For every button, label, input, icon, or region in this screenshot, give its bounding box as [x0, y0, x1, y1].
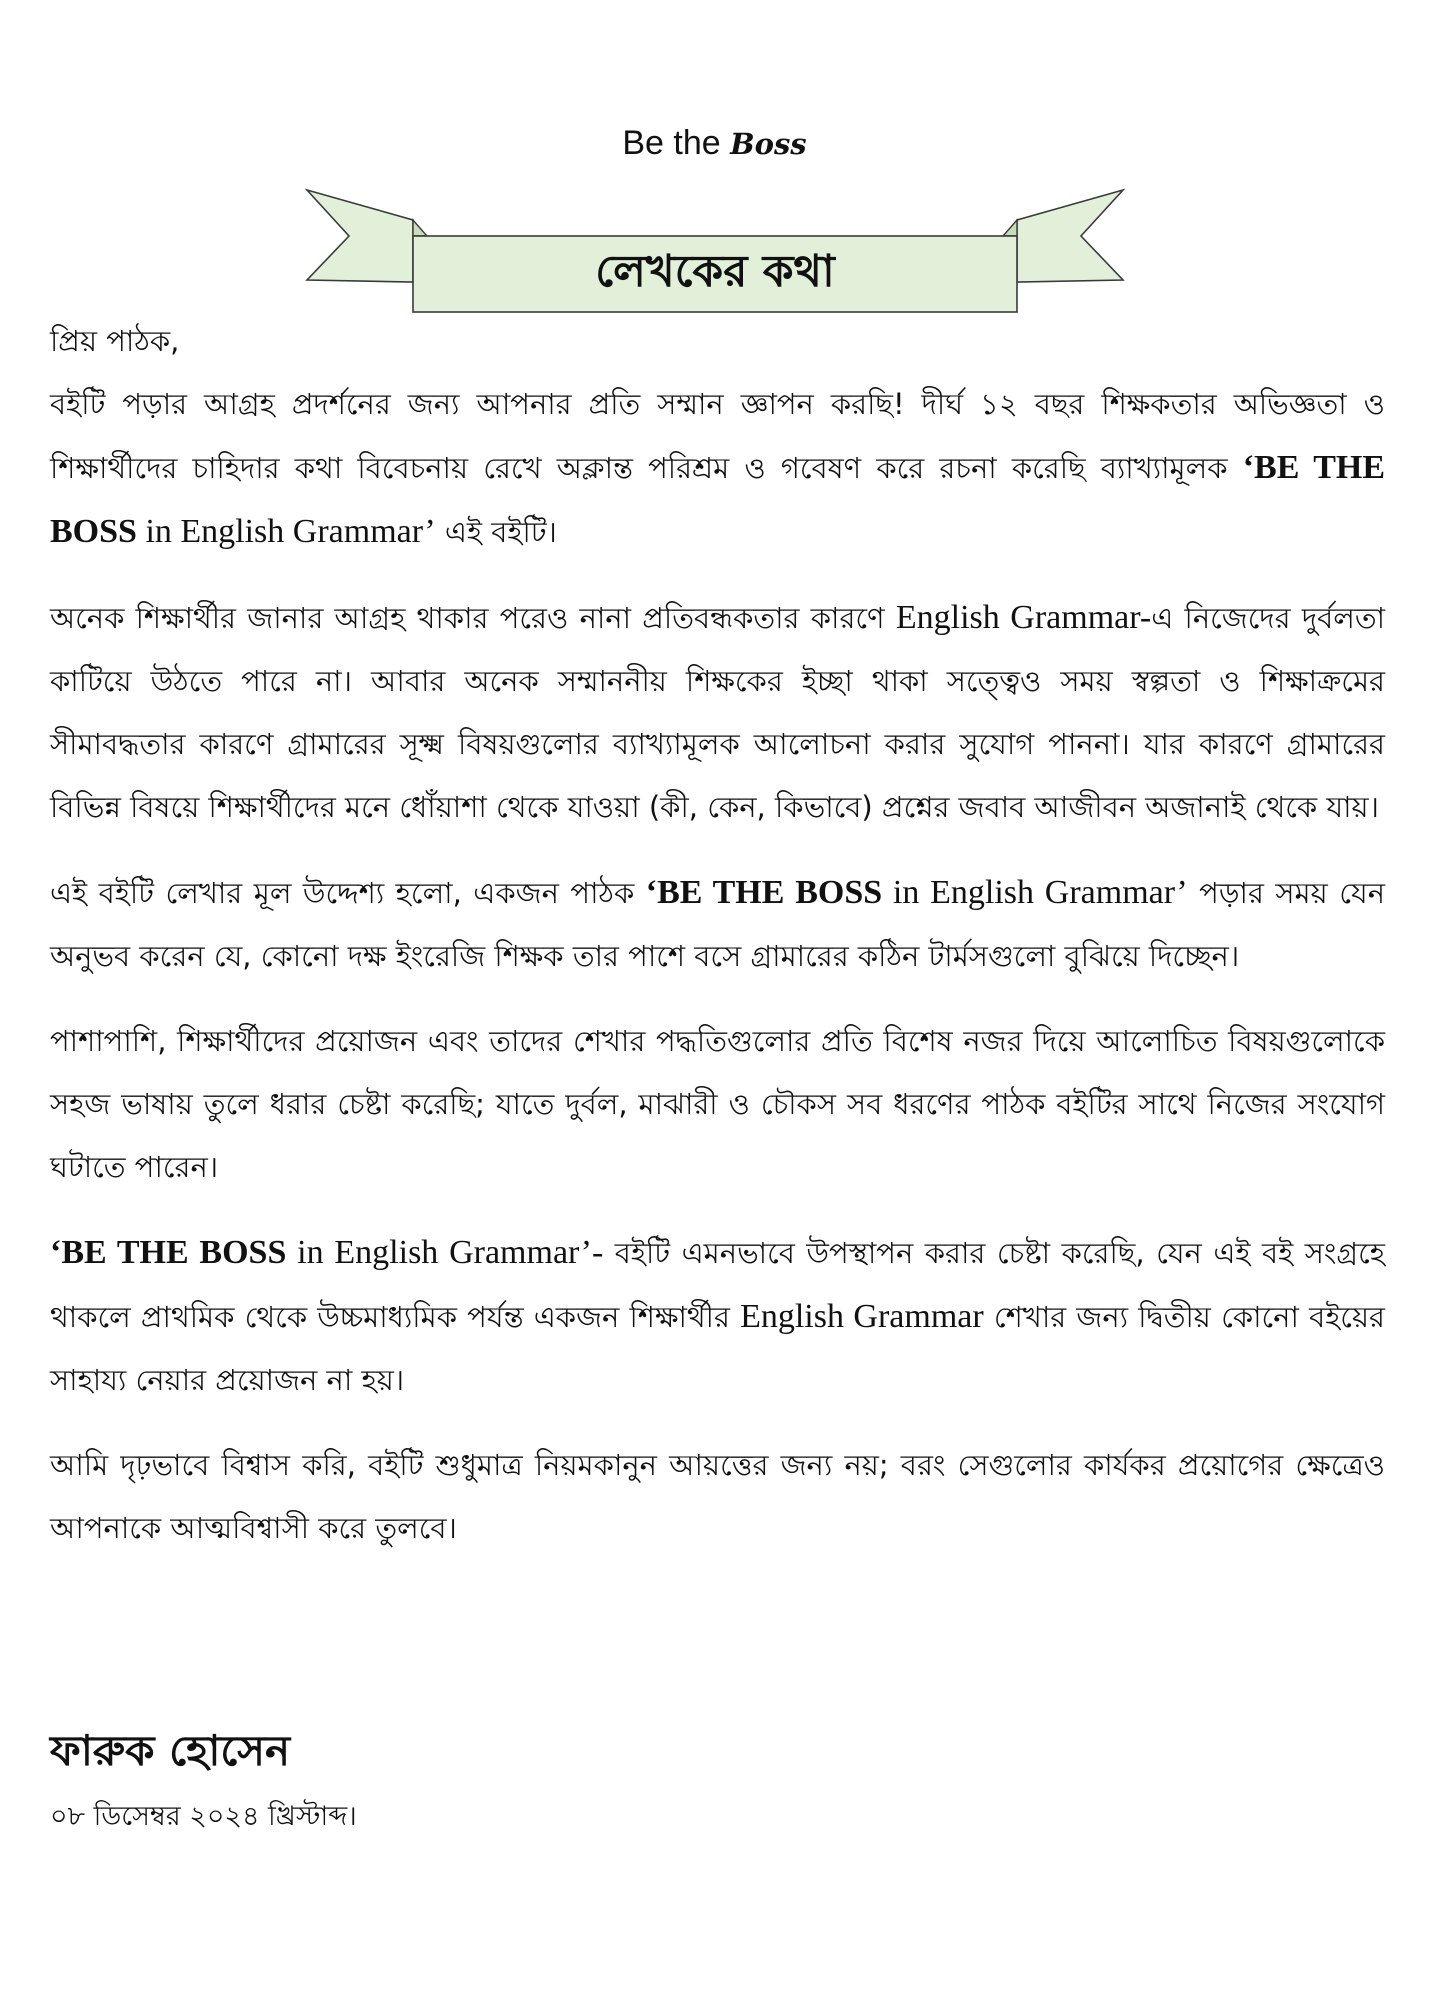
body-text: [50, 310, 1385, 1560]
paragraph-1: [50, 373, 1385, 564]
paragraph-4: পাশাপাশি, শিক্ষার্থীদের প্রয়োজন এবং তাদের শেখার পদ্ধতিগুলোর প্রতি বিশেষ নজর দিয়ে আলোচিত বিষয়গুলোকে সহজ ভাষায় তুলে ধরার চেষ্টা করেছি; যাতে দুর্বল, মাঝারী ও চৌকস সব ধরণের পাঠক বইটির সাথে নিজের সংযোগ ঘটাতে পারেন।: [50, 1024, 1385, 1184]
book-title: [646, 874, 1188, 911]
ribbon-right-fold: [1003, 220, 1017, 236]
paragraph-2-rest: এ নিজেদের দুর্বলতা কাটিয়ে উঠতে পারে না। আবার অনেক সম্মাননীয় শিক্ষকের ইচ্ছা থাকা সত্ত্বেও সময় স্বল্পতা ও শিক্ষাক্রমের সীমাবদ্ধতার কারণে গ্রামারের সূক্ষ্ম বিষয়গুলোর ব্যাখ্যামূলক আলোচনা করার সুযোগ পাননা। যার কারণে গ্রামারের বিভিন্ন বিষয়ে শিক্ষার্থীদের মনে ধোঁয়াশা থেকে যাওয়া (কী, কেন, কিভাবে) প্রশ্নের জবাব আজীবন অজানাই থেকে যায়।: [50, 601, 1385, 824]
header-prefix: Be the: [622, 124, 721, 162]
paragraph-3: [50, 861, 1385, 988]
paragraph-2-text: অনেক শিক্ষার্থীর জানার আগ্রহ থাকার পরেও নানা প্রতিবন্ধকতার কারণে: [50, 601, 896, 635]
book-title-rest: in English Grammar’: [882, 874, 1188, 911]
english-term: English Grammar-: [895, 599, 1152, 636]
paragraph-3-rest: পড়ার সময় যেন অনুভব করেন যে, কোনো দক্ষ ইংরেজি শিক্ষক তার পাশে বসে গ্রামারের কঠিন টার্মসগুলো বুঝিয়ে দিচ্ছেন।: [50, 876, 1386, 973]
running-header: [0, 124, 1429, 163]
book-title: [50, 1234, 603, 1271]
page-title: লেখকের কথা: [595, 245, 835, 297]
signature-date: ০৮ ডিসেম্বর ২০২৪ খ্রিস্টাব্দ।: [50, 1801, 357, 1832]
paragraph-5-text: বইটি এমনভাবে উপস্থাপন করার চেষ্টা করেছি, যেন এই বই সংগ্রহে থাকলে প্রাথমিক থেকে উচ্চমাধ্যমিক পর্যন্ত একজন শিক্ষার্থীর: [50, 1236, 1385, 1334]
book-title-bold: ‘BE THE BOSS: [50, 449, 1385, 550]
paragraph-1-end: এই বইটি।: [435, 515, 557, 549]
ribbon-left-tail: [307, 190, 413, 282]
book-title-rest: in English Grammar’-: [286, 1234, 604, 1271]
english-term: English Grammar: [740, 1298, 984, 1335]
paragraph-5: [50, 1221, 1385, 1412]
author-name: ফারুক হোসেন: [50, 1726, 291, 1775]
ribbon-right-tail: [1017, 190, 1123, 282]
paragraph-2: [50, 586, 1385, 839]
paragraph-3-text: এই বইটি লেখার মূল উদ্দেশ্য হলো, একজন পাঠক: [50, 876, 646, 910]
ribbon-left-fold: [413, 220, 427, 236]
paragraph-5-rest: শেখার জন্য দ্বিতীয় কোনো বইয়ের সাহায্য নেয়ার প্রয়োজন না হয়।: [50, 1300, 1385, 1397]
book-title-rest: in English Grammar’: [136, 513, 436, 550]
header-brand: Boss: [730, 127, 807, 161]
book-title-bold: ‘BE THE BOSS: [50, 1234, 287, 1271]
paragraph-6: আমি দৃঢ়ভাবে বিশ্বাস করি, বইটি শুধুমাত্র নিয়মকানুন আয়ত্তের জন্য নয়; বরং সেগুলোর কার্যকর প্রয়োগের ক্ষেত্রেও আপনাকে আত্মবিশ্বাসী করে তুলবে।: [50, 1448, 1385, 1545]
paragraph-1-text: বইটি পড়ার আগ্রহ প্রদর্শনের জন্য আপনার প্রতি সম্মান জ্ঞাপন করছি! দীর্ঘ ১২ বছর শিক্ষকতার অভিজ্ঞতা ও শিক্ষার্থীদের চাহিদার কথা বিবেচনায় রেখে অক্লান্ত পরিশ্রম ও গবেষণ করে রচনা করেছি ব্যাখ্যামূলক: [50, 387, 1385, 485]
book-title-bold: ‘BE THE BOSS: [645, 874, 883, 911]
salutation: প্রিয় পাঠক,: [50, 324, 180, 358]
